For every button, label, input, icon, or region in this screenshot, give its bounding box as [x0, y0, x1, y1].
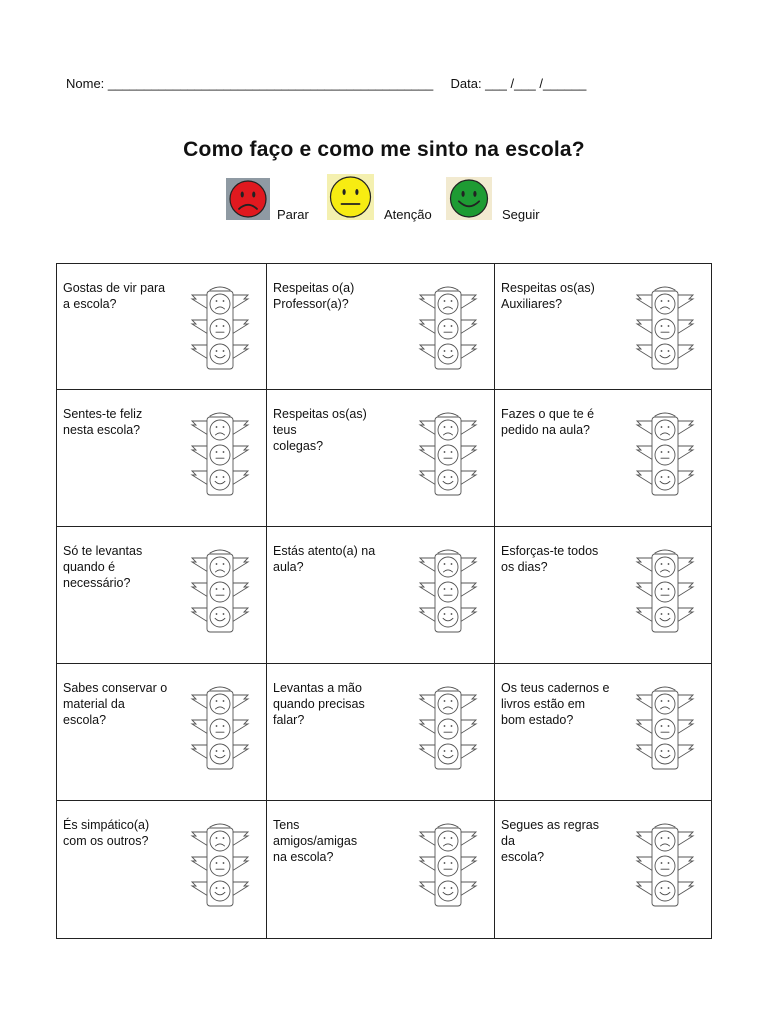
traffic-light-icon[interactable]: [188, 547, 252, 640]
legend-label: Parar: [277, 207, 309, 222]
question-text: Levantas a mão quando precisas falar?: [273, 681, 365, 727]
question-cell: [57, 527, 267, 664]
traffic-light-icon[interactable]: [188, 284, 252, 377]
survey-grid: [56, 263, 712, 939]
question-text: Gostas de vir para a escola?: [63, 281, 166, 311]
legend-label: Seguir: [502, 207, 540, 222]
question-cell: [495, 264, 711, 390]
traffic-light-icon[interactable]: [633, 410, 697, 503]
question-cell: [57, 664, 267, 801]
traffic-light-icon[interactable]: [633, 821, 697, 914]
neutral-face-icon: [327, 174, 374, 225]
question-text: Respeitas os(as) teus colegas?: [273, 407, 367, 453]
question-text: Fazes o que te é pedido na aula?: [501, 407, 595, 437]
question-text: Esforças-te todos os dias?: [501, 544, 599, 574]
happy-face-icon: [446, 177, 492, 225]
traffic-light-icon[interactable]: [416, 821, 480, 914]
traffic-light-icon[interactable]: [416, 410, 480, 503]
traffic-light-icon[interactable]: [633, 547, 697, 640]
traffic-light-icon[interactable]: [633, 684, 697, 777]
question-cell: [267, 264, 495, 390]
sad-face-icon: [226, 178, 270, 225]
question-cell: [267, 527, 495, 664]
question-text: Sentes-te feliz nesta escola?: [63, 407, 143, 437]
question-cell: [495, 801, 711, 938]
legend: [0, 0, 768, 240]
traffic-light-icon[interactable]: [188, 821, 252, 914]
legend-label: Atenção: [384, 207, 432, 222]
question-cell: [57, 801, 267, 938]
traffic-light-icon[interactable]: [188, 684, 252, 777]
traffic-light-icon[interactable]: [416, 547, 480, 640]
question-cell: [495, 527, 711, 664]
question-text: Sabes conservar o material da escola?: [63, 681, 168, 727]
question-text: Respeitas o(a) Professor(a)?: [273, 281, 355, 311]
question-text: Os teus cadernos e livros estão em bom estado?: [501, 681, 610, 727]
question-cell: [495, 664, 711, 801]
question-text: És simpático(a) com os outros?: [63, 818, 150, 848]
date-field[interactable]: Data: ___ /___ /______: [450, 76, 587, 91]
page-title: Como faço e como me sinto na escola?: [183, 138, 585, 161]
traffic-light-icon[interactable]: [188, 410, 252, 503]
question-cell: [57, 390, 267, 527]
question-text: Segues as regras da escola?: [501, 818, 599, 864]
name-field[interactable]: Nome: _____________________________________________: [66, 76, 434, 91]
question-cell: [57, 264, 267, 390]
question-text: Respeitas os(as) Auxiliares?: [501, 281, 595, 311]
question-cell: [267, 801, 495, 938]
question-cell: [495, 390, 711, 527]
traffic-light-icon[interactable]: [633, 284, 697, 377]
question-text: Só te levantas quando é necessário?: [63, 544, 143, 590]
traffic-light-icon[interactable]: [416, 684, 480, 777]
question-text: Tens amigos/amigas na escola?: [273, 818, 358, 864]
traffic-light-icon[interactable]: [416, 284, 480, 377]
question-cell: [267, 664, 495, 801]
question-text: Estás atento(a) na aula?: [273, 544, 376, 574]
question-cell: [267, 390, 495, 527]
